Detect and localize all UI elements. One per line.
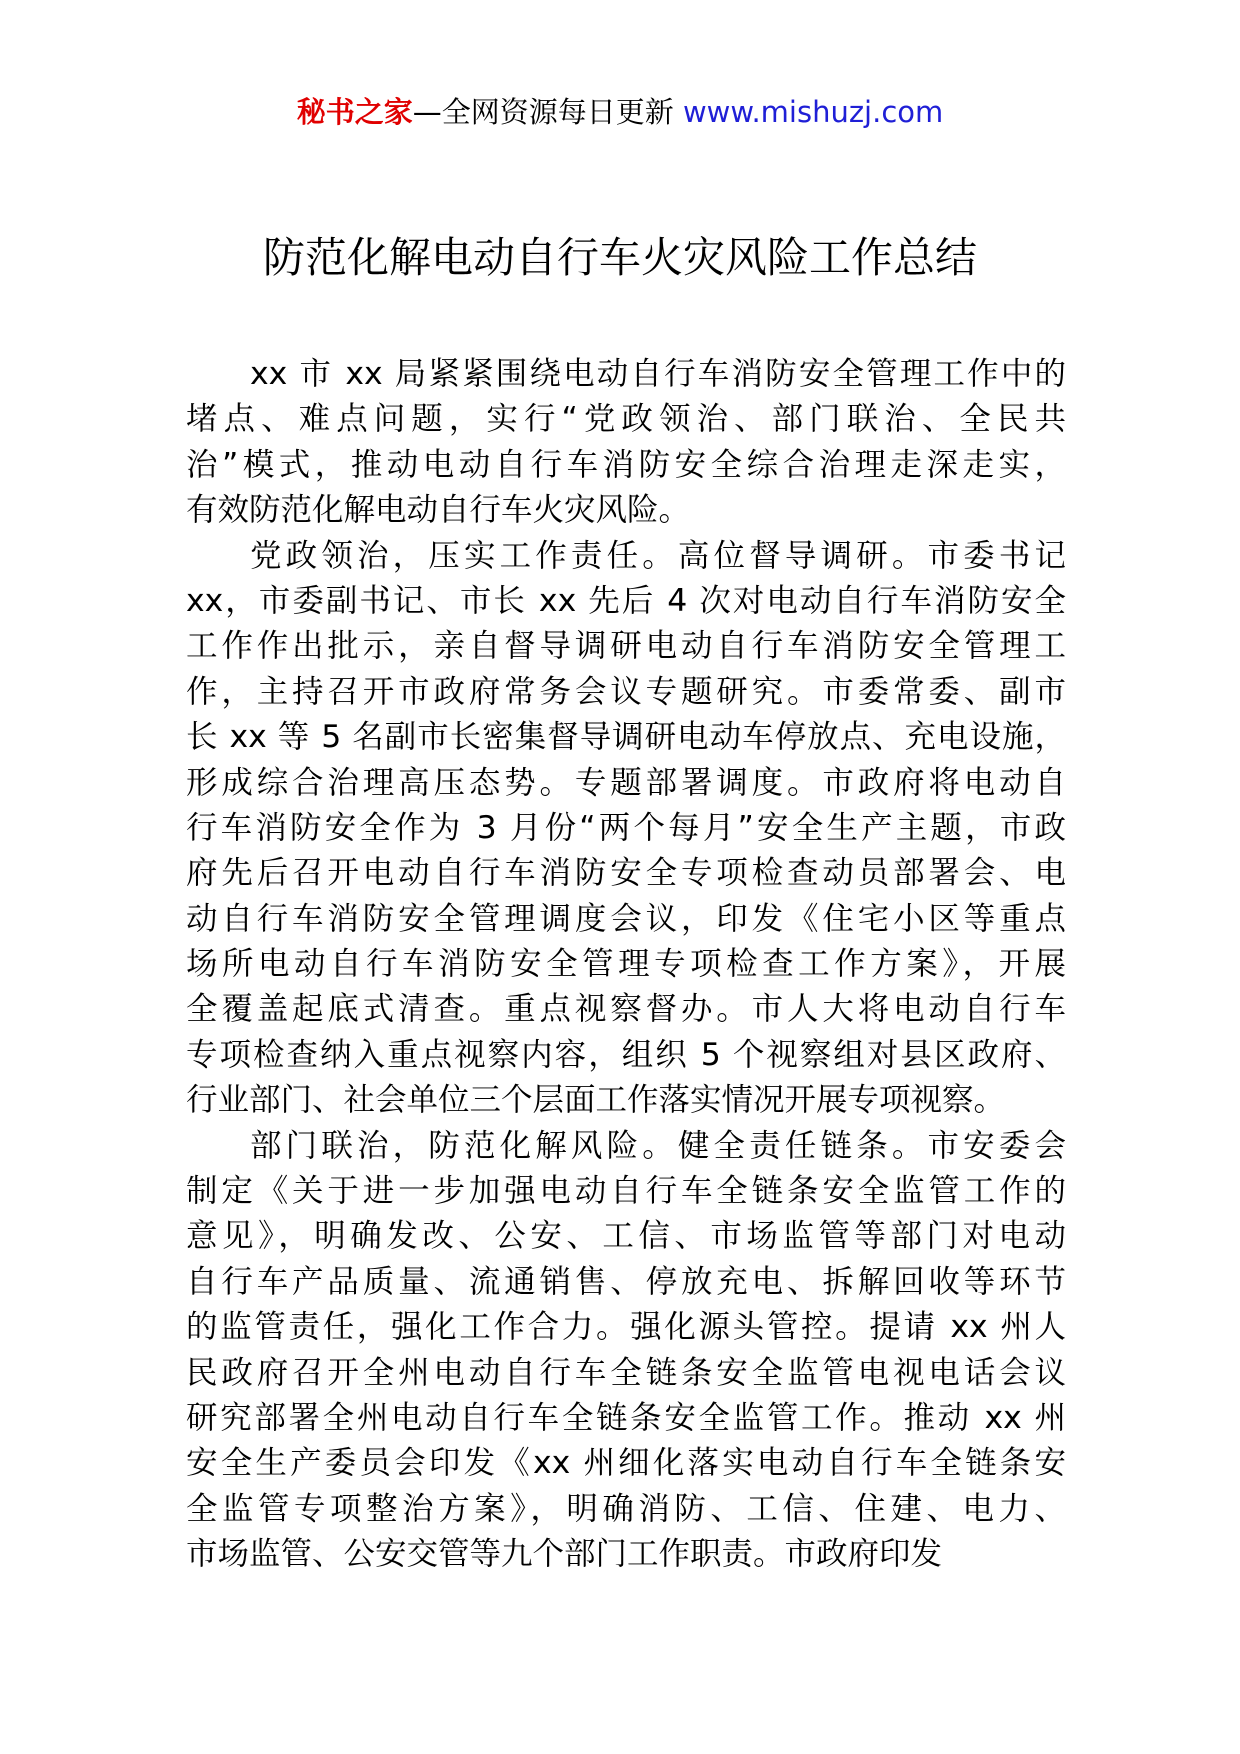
- paragraph-line: 研究部署全州电动自行车全链条安全监管工作。推动 xx 州: [186, 1399, 1066, 1436]
- paragraph-line: xx，市委副书记、市长 xx 先后 4 次对电动自行车消防安全: [186, 582, 1066, 619]
- paragraph-line: 安全生产委员会印发《xx 州细化落实电动自行车全链条安: [186, 1445, 1066, 1482]
- paragraph-line: 治”模式，推动电动自行车消防安全综合治理走深走实，: [186, 446, 1066, 483]
- paragraph-line: 堵点、难点问题，实行“党政领治、部门联治、全民共: [186, 401, 1066, 438]
- brand-name: 秘书之家: [296, 95, 413, 129]
- paragraph-line: 意见》，明确发改、公安、工信、市场监管等部门对电动: [186, 1218, 1066, 1255]
- document-title: 防范化解电动自行车火灾风险工作总结: [262, 233, 977, 282]
- paragraph-line: xx 市 xx 局紧紧围绕电动自行车消防安全管理工作中的: [250, 356, 1066, 392]
- paragraph-line: 形成综合治理高压态势。专题部署调度。市政府将电动自: [186, 764, 1066, 801]
- paragraph-line: 府先后召开电动自行车消防安全专项检查动员部署会、电: [186, 855, 1066, 892]
- paragraph-line: 党政领治，压实工作责任。高位督导调研。市委书记: [250, 537, 1066, 574]
- document-body: [186, 352, 1066, 1578]
- paragraph-line: 场所电动自行车消防安全管理专项检查工作方案》，开展: [186, 946, 1066, 983]
- paragraph-line: 自行车产品质量、流通销售、停放充电、拆解回收等环节: [186, 1263, 1066, 1300]
- site-url-link[interactable]: www.mishuzj.com: [682, 95, 944, 129]
- paragraph-line: 市场监管、公安交管等九个部门工作职责。市政府印发: [186, 1536, 943, 1573]
- paragraph-line: 制定《关于进一步加强电动自行车全链条安全监管工作的: [186, 1173, 1066, 1210]
- paragraph-line: 工作作出批示，亲自督导调研电动自行车消防安全管理工: [186, 628, 1066, 665]
- paragraph-line: 部门联治，防范化解风险。健全责任链条。市安委会: [250, 1127, 1066, 1164]
- paragraph-line: 行业部门、社会单位三个层面工作落实情况开展专项视察。: [186, 1082, 1006, 1119]
- paragraph-line: 行车消防安全作为 3 月份“两个每月”安全生产主题，市政: [186, 809, 1066, 846]
- site-header: [0, 92, 1240, 132]
- paragraph-line: 有效防范化解电动自行车火灾风险。: [186, 492, 691, 529]
- paragraph-line: 长 xx 等 5 名副市长密集督导调研电动车停放点、充电设施，: [186, 719, 1066, 756]
- paragraph-line: 专项检查纳入重点视察内容，组织 5 个视察组对县区政府、: [186, 1036, 1066, 1073]
- paragraph-line: 民政府召开全州电动自行车全链条安全监管电视电话会议: [186, 1354, 1066, 1391]
- paragraph-line: 动自行车消防安全管理调度会议，印发《住宅小区等重点: [186, 900, 1066, 937]
- paragraph-line: 全覆盖起底式清查。重点视察督办。市人大将电动自行车: [186, 991, 1066, 1028]
- paragraph-line: 的监管责任，强化工作合力。强化源头管控。提请 xx 州人: [186, 1309, 1066, 1346]
- header-tagline: —全网资源每日更新: [412, 95, 683, 129]
- paragraph-line: 作，主持召开市政府常务会议专题研究。市委常委、副市: [186, 673, 1066, 710]
- paragraph-line: 全监管专项整治方案》，明确消防、工信、住建、电力、: [186, 1490, 1066, 1527]
